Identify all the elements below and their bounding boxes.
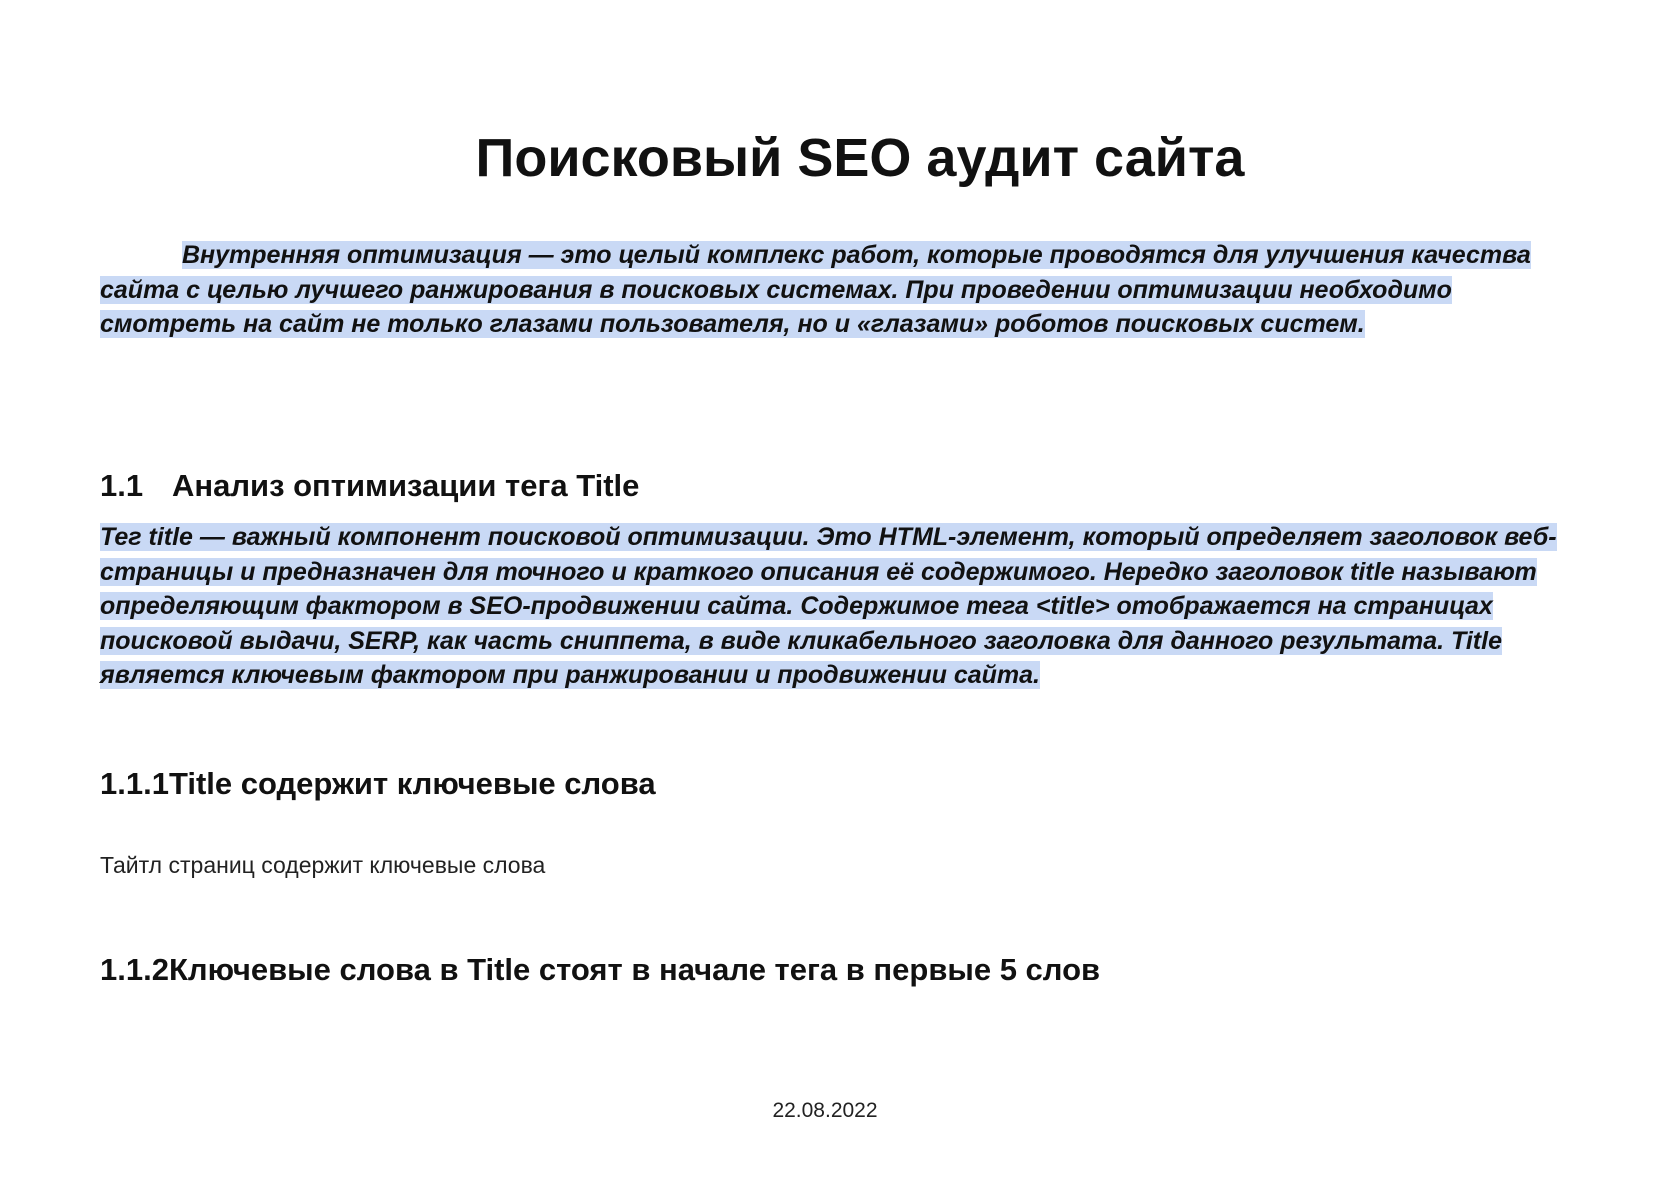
document-title: Поисковый SEO аудит сайта <box>475 128 1245 188</box>
subsection-1-text: Тайтл страниц содержит ключевые слова <box>100 852 546 878</box>
intro-highlighted-text: Внутренняя оптимизация — это целый комплекс работ, которые проводятся для улучшения качества сайта с целью лучшего ранжирования в поисковых системах. При проведении оптимизации необходимо смотреть на сайт не только глазами пользователя, но и «глазами» роботов поисковых систем. <box>100 241 1531 338</box>
subsection-number-1: 1.1.1 <box>100 766 169 801</box>
section-title: Анализ оптимизации тега Title <box>172 468 640 503</box>
footer-date: 22.08.2022 <box>772 1099 878 1122</box>
section-heading <box>100 466 1560 506</box>
subsection-title-2: Ключевые слова в Title стоят в начале тега в первые 5 слов <box>168 952 1101 987</box>
title-tag-highlighted-text: Тег title — важный компонент поисковой оптимизации. Это HTML-элемент, который определяет заголовок веб-страницы и предназначен для точного и краткого описания её содержимого. Нередко заголовок title называют определяющим фактором в SEO-продвижении сайта. Содержимое тега <title> отображается на страницах поисковой выдачи, SERP, как часть сниппета, в виде кликабельного заголовка для данного результата. Title является ключевым фактором при ранжировании и продвижении сайта. <box>100 523 1557 689</box>
intro-paragraph <box>100 238 1560 342</box>
subsection-number-2: 1.1.2 <box>100 952 169 987</box>
subsection-heading-1 <box>100 764 1560 804</box>
section-number: 1.1 <box>100 468 144 503</box>
subsection-title-1: Title содержит ключевые слова <box>168 766 656 801</box>
subsection-heading-2 <box>100 950 1560 990</box>
title-tag-paragraph <box>100 520 1560 693</box>
